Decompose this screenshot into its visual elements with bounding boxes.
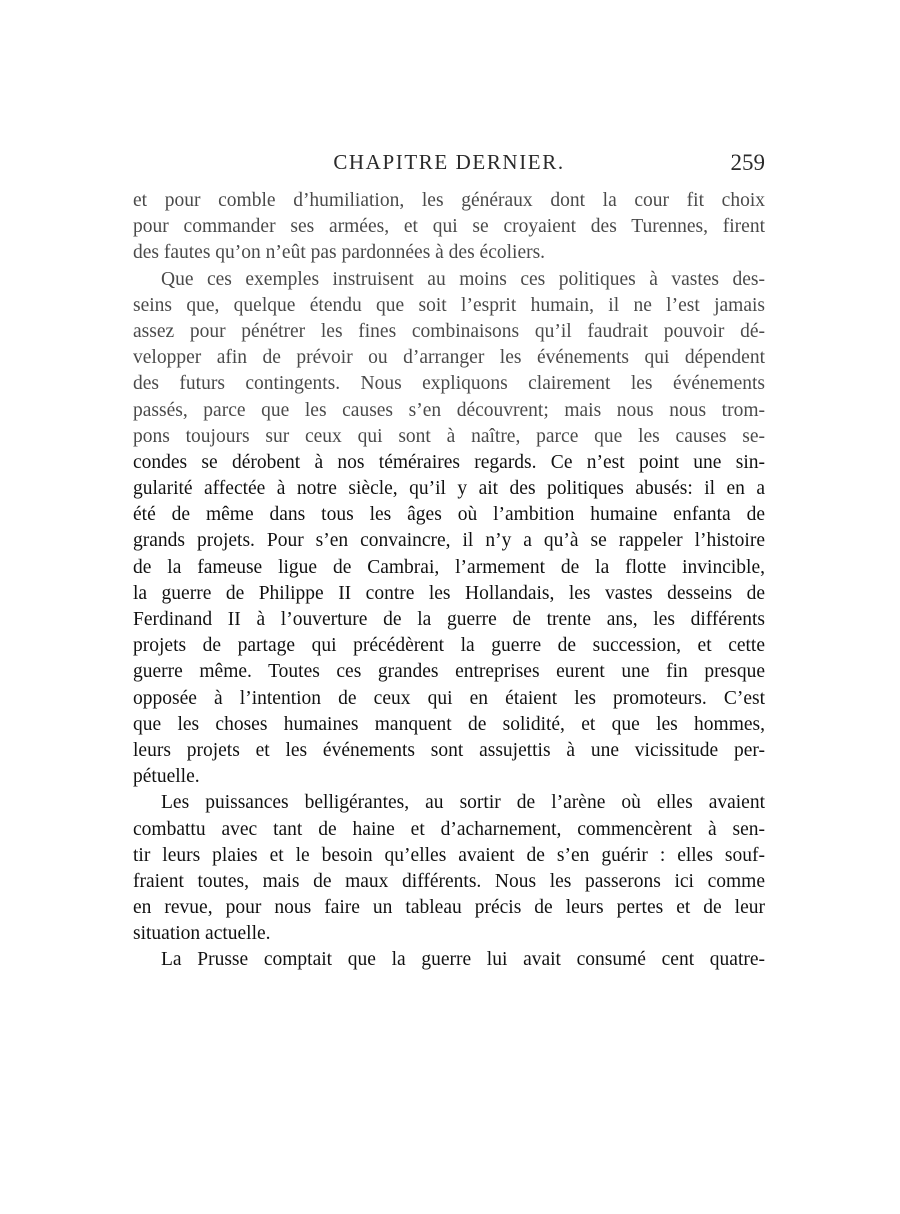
text-line: tir leurs plaies et le besoin qu’elles avaient de s’en guérir : elles souf- <box>133 844 765 866</box>
text-line: projets de partage qui précédèrent la guerre de succession, et cette <box>133 635 765 657</box>
text-line: de la fameuse ligue de Cambrai, l’armement de la flotte invincible, <box>133 556 765 578</box>
text-line: guerre même. Toutes ces grandes entreprises eurent une fin presque <box>133 661 765 683</box>
page-number: 259 <box>730 150 765 175</box>
text-line: combattu avec tant de haine et d’acharnement, commencèrent à sen- <box>133 818 765 840</box>
text-line: été de même dans tous les âges où l’ambition humaine enfanta de <box>133 504 765 526</box>
text-line: des futurs contingents. Nous expliquons clairement les événements <box>133 373 765 395</box>
text-line: et pour comble d’humiliation, les généraux dont la cour fit choix <box>133 190 765 211</box>
text-line: en revue, pour nous faire un tableau précis de leurs pertes et de leur <box>133 897 765 919</box>
text-line: fraient toutes, mais de maux différents. Nous les passerons ici comme <box>133 870 765 892</box>
text-line: assez pour pénétrer les fines combinaisons qu’il faudrait pouvoir dé- <box>133 320 765 342</box>
text-line: passés, parce que les causes s’en découvrent; mais nous nous trom- <box>133 399 765 421</box>
body-text <box>133 188 765 974</box>
text-line: grands projets. Pour s’en convaincre, il n’y a qu’à se rappeler l’histoire <box>133 530 765 552</box>
text-line: la guerre de Philippe II contre les Hollandais, les vastes desseins de <box>133 582 765 604</box>
text-line: La Prusse comptait que la guerre lui avait consumé cent quatre- <box>161 949 765 971</box>
text-line: pour commander ses armées, et qui se croyaient des Turennes, firent <box>133 216 765 238</box>
text-line: situation actuelle. <box>133 923 271 945</box>
text-line: opposée à l’intention de ceux qui en étaient les promoteurs. C’est <box>133 687 765 709</box>
chapter-title: CHAPITRE DERNIER. <box>333 150 565 174</box>
text-line: seins que, quelque étendu que soit l’esprit humain, il ne l’est jamais <box>133 294 765 316</box>
text-line: gularité affectée à notre siècle, qu’il y ait des politiques abusés: il en a <box>133 478 765 500</box>
text-line: Que ces exemples instruisent au moins ces politiques à vastes des- <box>161 268 765 290</box>
text-line: condes se dérobent à nos téméraires regards. Ce n’est point une sin- <box>133 451 765 473</box>
text-line: Ferdinand II à l’ouverture de la guerre de trente ans, les différents <box>133 609 765 630</box>
text-line: que les choses humaines manquent de solidité, et que les hommes, <box>133 713 765 735</box>
text-line: velopper afin de prévoir ou d’arranger les événements qui dépendent <box>133 347 765 369</box>
text-line: pétuelle. <box>133 766 200 788</box>
running-head <box>133 148 765 182</box>
text-line: pons toujours sur ceux qui sont à naître, parce que les causes se- <box>133 425 765 447</box>
text-line: des fautes qu’on n’eût pas pardonnées à des écoliers. <box>133 242 546 264</box>
text-line: leurs projets et les événements sont assujettis à une vicissitude per- <box>133 739 765 761</box>
text-line: Les puissances belligérantes, au sortir de l’arène où elles avaient <box>161 792 765 814</box>
